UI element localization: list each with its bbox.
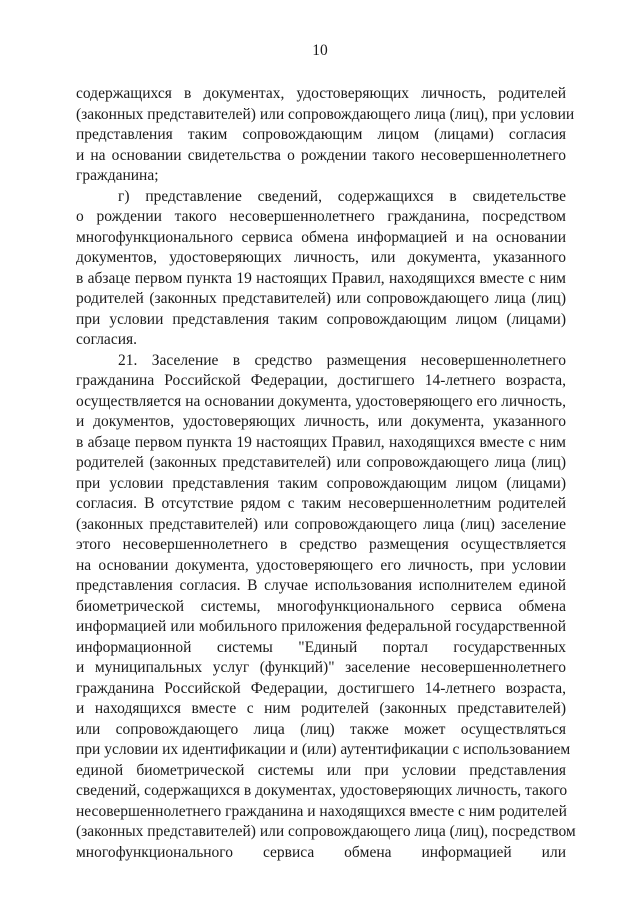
- text-line: родителей (законных представителей) или сопровождающего лица (лиц): [76, 454, 566, 471]
- text-line: этого несовершеннолетнего в средство размещения осуществляется: [76, 536, 566, 553]
- text-line: на основании документа, удостоверяющего его личность, при условии: [76, 556, 566, 574]
- text-line: и муниципальных услуг (функций)" заселение несовершеннолетнего: [76, 659, 566, 676]
- text-line: представления таким сопровождающим лицом (лицами) согласия: [76, 126, 566, 143]
- text-line: гражданина Российской Федерации, достигшего 14-летнего возраста,: [76, 679, 566, 697]
- text-line: или сопровождающего лица (лиц) также может осуществляться: [76, 720, 566, 738]
- document-body: [76, 84, 576, 863]
- text-line: многофункционального сервиса обмена информацией и на основании: [76, 228, 566, 246]
- text-line: многофункционального сервиса обмена информацией или: [76, 843, 566, 861]
- text-line: информацией или мобильного приложения федеральной государственной: [76, 618, 566, 635]
- text-line: о рождении такого несовершеннолетнего гражданина, посредством: [76, 208, 566, 225]
- text-line: и документов, удостоверяющих личность, или документа, указанного: [76, 413, 566, 430]
- text-line: 21. Заселение в средство размещения несовершеннолетнего: [118, 351, 566, 369]
- text-line: (законных представителей) или сопровождающего лица (лиц) заселение: [76, 515, 566, 533]
- text-line: в абзаце первом пункта 19 настоящих Правил, находящихся вместе с ним: [76, 269, 566, 287]
- text-line: несовершеннолетнего гражданина и находящихся вместе с ним родителей: [76, 802, 567, 820]
- text-line: г) представление сведений, содержащихся в свидетельстве: [118, 187, 566, 205]
- text-line: (законных представителей) или сопровождающего лица (лиц), посредством: [76, 823, 576, 840]
- text-line: при условии их идентификации и (или) аутентификации с использованием: [76, 741, 571, 758]
- text-line: при условии представления таким сопровождающим лицом (лицами): [76, 310, 566, 328]
- text-line: при условии представления таким сопровождающим лицом (лицами): [76, 474, 566, 492]
- text-line: биометрической системы, многофункционального сервиса обмена: [76, 597, 566, 615]
- text-line: документов, удостоверяющих личность, или документа, указанного: [76, 249, 566, 266]
- text-line: и находящихся вместе с ним родителей (законных представителей): [76, 700, 566, 717]
- text-line: (законных представителей) или сопровождающего лица (лиц), при условии: [76, 105, 575, 123]
- text-line: родителей (законных представителей) или сопровождающего лица (лиц): [76, 290, 566, 307]
- text-line: гражданина;: [76, 167, 159, 184]
- text-line: согласия.: [76, 331, 137, 348]
- text-line: и на основании свидетельства о рождении такого несовершеннолетнего: [76, 146, 566, 164]
- text-line: сведений, содержащихся в документах, удостоверяющих личность, такого: [76, 782, 568, 799]
- page-number: 10: [312, 42, 328, 59]
- text-line: единой биометрической системы или при условии представления: [76, 761, 566, 779]
- text-line: в абзаце первом пункта 19 настоящих Правил, находящихся вместе с ним: [76, 433, 566, 451]
- text-line: гражданина Российской Федерации, достигшего 14-летнего возраста,: [76, 372, 566, 389]
- text-line: информационной системы "Единый портал государственных: [76, 638, 566, 656]
- text-line: представления согласия. В случае использования исполнителем единой: [76, 577, 566, 594]
- text-line: согласия. В отсутствие рядом с таким несовершеннолетним родителей: [76, 495, 566, 512]
- text-line: содержащихся в документах, удостоверяющих личность, родителей: [76, 85, 566, 102]
- text-line: осуществляется на основании документа, удостоверяющего его личность,: [76, 392, 566, 410]
